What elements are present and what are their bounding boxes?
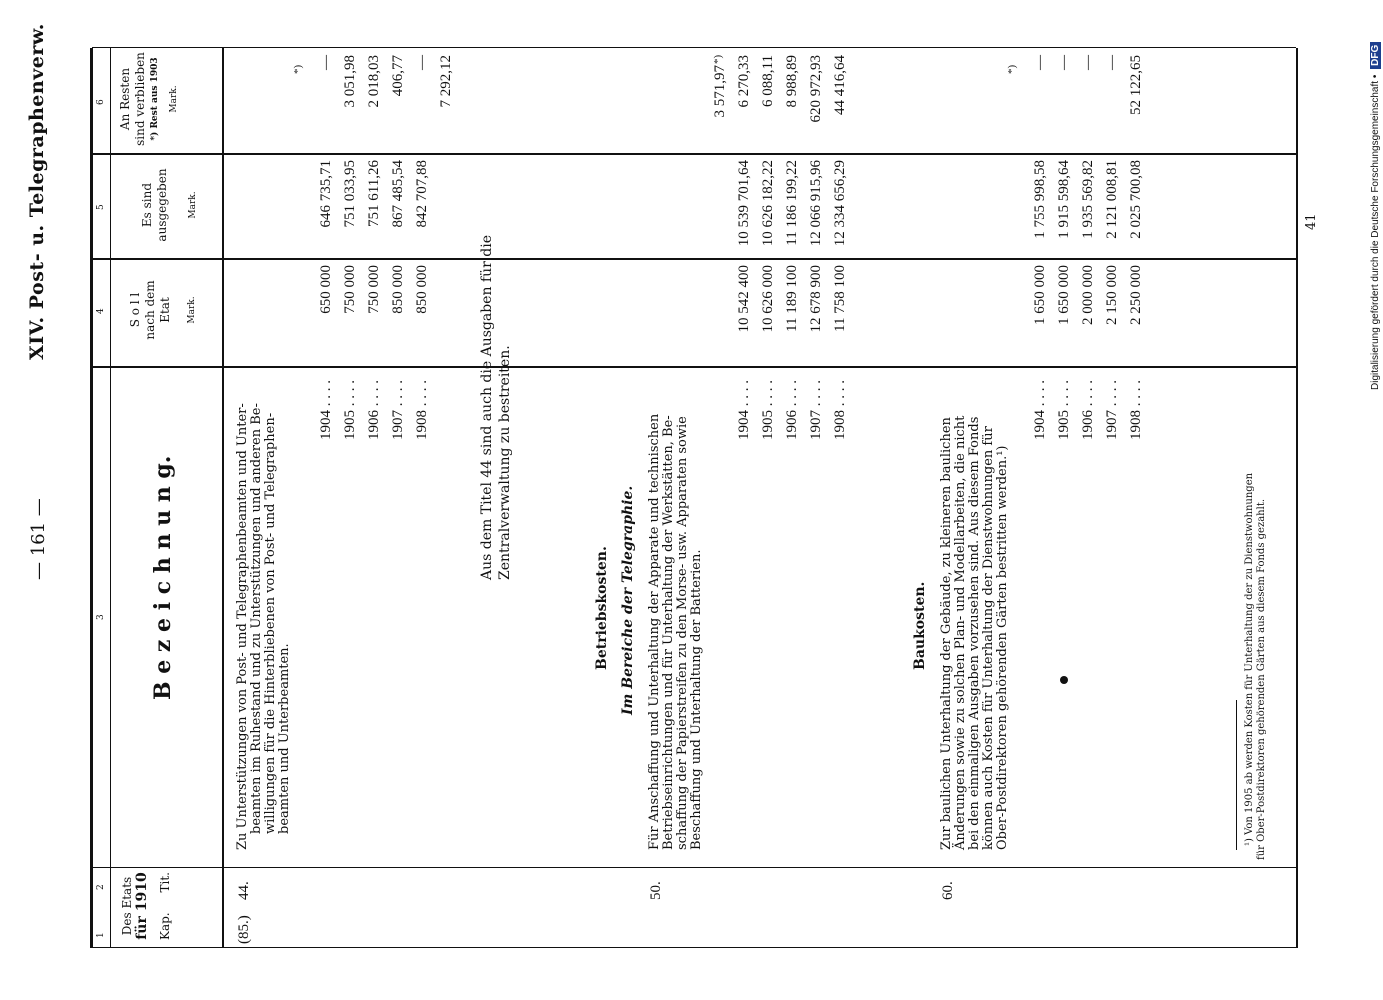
- soll-value: 650 000: [318, 265, 334, 314]
- text-line: Beschaffung und Unterhaltung der Batterien.: [689, 549, 704, 850]
- year-label: 1905 . . . .: [1056, 380, 1072, 440]
- text-line: Für Anschaffung und Unterhaltung der Apparate und technischen: [647, 413, 662, 850]
- col-divider-1: [92, 947, 1296, 948]
- text-line: Zu Unterstützungen von Post- und Telegraphenbeamten und Unter-: [235, 403, 250, 850]
- rest-value: —: [1104, 55, 1120, 70]
- ausgegeben-value: 10 626 182,22: [760, 160, 776, 247]
- mark-unit: Mark.: [169, 85, 179, 113]
- etats-label: Des Etats: [120, 876, 134, 936]
- text-line: beamten im Ruhestand und zu Unterstützungen und anderen Be-: [249, 403, 264, 834]
- soll-label: S o l l: [128, 292, 142, 328]
- text-line: können auch Kosten für Unterhaltung der Dienstwohnungen für: [981, 426, 996, 850]
- ausgegeben-value: 2 121 008,81: [1104, 160, 1120, 239]
- ausgegeben-value: 751 611,26: [366, 160, 382, 227]
- resten-label: An Resten: [118, 67, 132, 131]
- tit-label: Tit.: [158, 872, 172, 893]
- footnote: [1244, 473, 1268, 860]
- ausgegeben-value: 12 066 915,96: [808, 160, 824, 247]
- year-label: 1905 . . . .: [760, 380, 776, 440]
- ausgegeben-value: 10 539 701,64: [736, 160, 752, 247]
- column-number: 1: [96, 932, 106, 938]
- note-line: Aus dem Titel 44 sind auch die Ausgaben für die: [479, 235, 495, 580]
- ausgegeben-value: 12 334 656,29: [832, 160, 848, 247]
- year-label: 1906 . . . .: [1080, 380, 1096, 440]
- rest-value: 52 122,65: [1128, 55, 1144, 115]
- ausgegeben-value: 1 755 998,58: [1032, 160, 1048, 239]
- ausgegeben-header: [140, 155, 201, 255]
- column-number: 5: [96, 204, 106, 210]
- soll-value: 750 000: [366, 265, 382, 314]
- col-divider-2: [92, 867, 1296, 868]
- column-number: 2: [96, 884, 106, 890]
- year-label: 1908 . . . .: [832, 380, 848, 440]
- soll-header: [128, 260, 200, 360]
- ausgegeben-value: 842 707,88: [414, 160, 430, 228]
- col-divider-5: [92, 153, 1296, 155]
- year-label: 1908 . . . .: [414, 380, 430, 440]
- digitization-text: Digitalisierung gefördert durch die Deutsche Forschungsgemeinschaft •: [1370, 74, 1381, 390]
- soll-value: 850 000: [414, 265, 430, 314]
- star-mark: *): [1006, 64, 1018, 74]
- soll-value: 1 650 000: [1032, 265, 1048, 325]
- footnote-line: für Ober-Postdirektoren gehörenden Gärten aus diesem Fonds gezahlt.: [1256, 498, 1267, 860]
- year-label: 1904 . . . .: [736, 380, 752, 440]
- year-label: 1904 . . . .: [1032, 380, 1048, 440]
- table-top-rule: [90, 48, 93, 948]
- rest-value: 6 270,33: [736, 55, 752, 108]
- ausgegeben-label: Es sind: [140, 182, 154, 228]
- star-mark: *): [292, 64, 304, 74]
- soll-value: 750 000: [342, 265, 358, 314]
- soll-value: 12 678 900: [808, 265, 824, 333]
- rest-value: 3 051,98: [342, 55, 358, 108]
- soll-value: 850 000: [390, 265, 406, 314]
- col-divider-6: [92, 47, 1296, 48]
- footnote-rule: [1236, 700, 1237, 850]
- resten-footnote: *) Rest aus 1903: [150, 57, 160, 141]
- text-line: schaffung der Papierstreifen zu den Morse- usw. Apparaten sowie: [675, 416, 690, 850]
- year-label: 1907 . . . .: [390, 380, 406, 440]
- section-subheading: Im Bereiche der Telegraphie.: [620, 485, 636, 715]
- rest-value: 44 416,64: [832, 55, 848, 115]
- ausgegeben-value: 1 915 598,64: [1056, 160, 1072, 239]
- bezeichnung-header: B e z e i c h n u n g.: [150, 455, 176, 700]
- bullet-dot: [1060, 676, 1068, 684]
- year-label: 1907 . . . .: [1104, 380, 1120, 440]
- header-bottom-rule: [222, 48, 224, 948]
- text-line: beamten und Unterbeamten.: [277, 643, 292, 834]
- tit-number: 60.: [940, 881, 956, 900]
- page-number: — 161 —: [28, 498, 49, 580]
- col-divider-3: [92, 366, 1296, 368]
- resten-header: [118, 48, 182, 150]
- soll-value: 11 758 100: [832, 265, 848, 332]
- kap-label: Kap.: [158, 912, 172, 940]
- section-note: [478, 235, 514, 580]
- soll-value: 11 189 100: [784, 265, 800, 332]
- table-bottom-rule: [1296, 48, 1298, 948]
- rest-value: —: [1056, 55, 1072, 70]
- column-number: 3: [96, 614, 106, 620]
- section-text: [940, 370, 1010, 850]
- footnote-line: ¹) Von 1905 ab werden Kosten für Unterhaltung der zu Dienstwohnungen: [1244, 472, 1255, 846]
- year-label: 1908 . . . .: [1128, 380, 1144, 440]
- section-title: XIV. Post- u. Telegraphenverw.: [26, 23, 48, 360]
- ausgegeben-value: 11 186 199,22: [784, 160, 800, 246]
- section-text: [648, 370, 704, 850]
- tit-number: 50.: [648, 881, 664, 900]
- rest-value: —: [318, 55, 334, 70]
- soll-value: 1 650 000: [1056, 265, 1072, 325]
- star-mark: *): [712, 54, 724, 64]
- soll-label-2: nach dem: [143, 280, 157, 340]
- year-label: 1904 . . . .: [318, 380, 334, 440]
- year-label: 1907 . . . .: [808, 380, 824, 440]
- column-number: 6: [96, 99, 106, 105]
- text-line: Betriebseinrichtungen und für Unterhaltung der Werkstätten, Be-: [661, 415, 676, 850]
- kap-number: (85.): [236, 915, 252, 944]
- note-line: Zentralverwaltung zu bestreiten.: [497, 345, 513, 580]
- soll-value: 10 542 400: [736, 265, 752, 333]
- year-label: 1906 . . . .: [366, 380, 382, 440]
- section-heading: Betriebskosten.: [594, 546, 610, 670]
- rest-value: —: [414, 55, 430, 70]
- digitization-note: [1370, 42, 1381, 390]
- ausgegeben-value: 1 935 569,82: [1080, 160, 1096, 239]
- rest-value: 7 292,12: [438, 55, 454, 108]
- rest-value: —: [1032, 55, 1048, 70]
- rest-value: 2 018,03: [366, 55, 382, 108]
- column-number-rule: [110, 48, 111, 948]
- col-divider-4: [92, 258, 1296, 260]
- rest-value: 3 571,97: [712, 65, 728, 118]
- ausgegeben-value: 2 025 700,08: [1128, 160, 1144, 239]
- mark-unit: Mark.: [188, 191, 198, 219]
- page-bottom-number: 41: [1304, 213, 1319, 230]
- ausgegeben-value: 867 485,54: [390, 160, 406, 228]
- rest-value: 620 972,93: [808, 55, 824, 123]
- ausgegeben-label-2: ausgegeben: [155, 168, 169, 242]
- etats-header: [120, 868, 173, 944]
- rest-value: 8 988,89: [784, 55, 800, 108]
- rest-value: 6 088,11: [760, 55, 776, 107]
- text-line: bei den einmaligen Ausgaben vorzusehen sind. Aus diesem Fonds: [967, 416, 982, 850]
- resten-label-2: sind verblieben: [133, 52, 147, 146]
- soll-label-3: Etat: [158, 297, 172, 323]
- text-line: Ober-Postdirektoren gehörenden Gärten bestritten werden.¹): [995, 445, 1010, 850]
- dfg-logo: DFG: [1370, 42, 1381, 69]
- section-text: [236, 370, 292, 850]
- text-line: Änderungen sowie zu solchen Plan- und Modellarbeiten, die nicht: [953, 415, 968, 850]
- ausgegeben-value: 751 033,95: [342, 160, 358, 228]
- etats-year: für 1910: [134, 872, 150, 940]
- section-heading: Baukosten.: [912, 581, 928, 670]
- rest-value: 406,77: [390, 55, 406, 97]
- soll-value: 2 250 000: [1128, 265, 1144, 325]
- soll-value: 2 150 000: [1104, 265, 1120, 325]
- soll-value: 10 626 000: [760, 265, 776, 333]
- rest-value: —: [1080, 55, 1096, 70]
- text-line: willigungen für die Hinterbliebenen von Post- und Telegraphen-: [263, 412, 278, 834]
- text-line: Zur baulichen Unterhaltung der Gebäude, zu kleineren baulichen: [939, 417, 954, 850]
- soll-value: 2 000 000: [1080, 265, 1096, 325]
- year-label: 1906 . . . .: [784, 380, 800, 440]
- column-number: 4: [96, 308, 106, 314]
- year-label: 1905 . . . .: [342, 380, 358, 440]
- mark-unit: Mark.: [187, 296, 197, 324]
- ausgegeben-value: 646 735,71: [318, 160, 334, 228]
- tit-number: 44.: [236, 881, 252, 900]
